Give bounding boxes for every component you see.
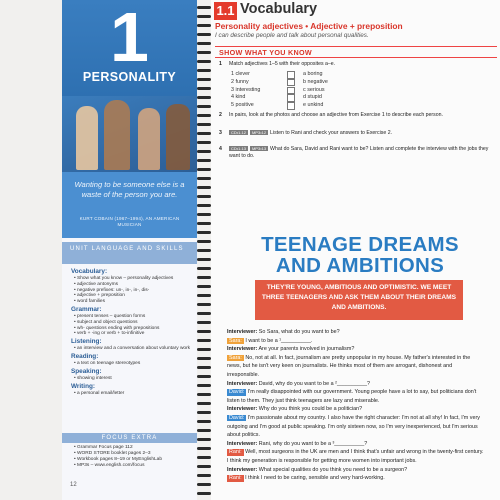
spiral-coil — [197, 105, 211, 108]
spiral-coil — [197, 429, 211, 432]
quote-text: Wanting to be someone else is a waste of the person you are. — [74, 180, 185, 199]
exercise-text: What do Sara, David and Rani want to be? Listen and complete the interview with the jobs they want to do. — [229, 146, 489, 159]
can-statement: I can describe people and talk about personal qualities. — [215, 32, 369, 39]
spiral-coil — [197, 411, 211, 414]
dialogue-line — [227, 448, 485, 465]
match-row — [231, 102, 381, 110]
spiral-coil — [197, 465, 211, 468]
skills-list — [71, 267, 195, 396]
skill-item: • wh- questions ending with prepositions — [74, 325, 160, 331]
spiral-coil — [197, 456, 211, 459]
unit-language-header — [62, 242, 197, 264]
match-row — [231, 87, 381, 95]
answer-box[interactable] — [287, 79, 295, 87]
focus-list — [71, 445, 195, 469]
speaker: Interviewer: — [227, 466, 258, 473]
photo-person — [166, 104, 190, 170]
dialogue-line — [227, 345, 485, 354]
dialogue-line — [227, 380, 485, 389]
photo-person — [76, 106, 98, 170]
speaker: Interviewer: — [227, 329, 258, 335]
spiral-coil — [197, 24, 211, 27]
spiral-coil — [197, 159, 211, 162]
match-left: 1 clever — [231, 71, 250, 77]
skill-heading: Speaking: — [71, 367, 102, 375]
exercise-text: Listen to Rani and check your answers to Exercise 2. — [270, 130, 393, 136]
spiral-coil — [197, 438, 211, 441]
match-right: b negative — [303, 78, 328, 85]
right-page — [211, 0, 500, 500]
match-left: 2 funny — [231, 78, 249, 85]
cd-track-chip[interactable]: CD•1.12 — [231, 130, 246, 136]
article-banner-text: THEY'RE YOUNG, AMBITIOUS AND OPTIMISTIC. WE MEET THREE TEENAGERS AND ASK THEM ABOUT THEIR DREAMS AND AMBITIONS. — [261, 284, 457, 311]
photo-person — [138, 108, 160, 170]
page-number: 12 — [70, 482, 77, 488]
spiral-coil — [197, 168, 211, 171]
dialogue-line — [227, 354, 485, 380]
unit-photo — [62, 96, 197, 172]
match-right: a boring — [303, 71, 323, 77]
speaker: Interviewer: — [227, 380, 258, 387]
dialogue-line — [227, 466, 485, 475]
exercise-text: Match adjectives 1–5 with their opposites a–e. — [229, 61, 336, 67]
spiral-coil — [197, 420, 211, 423]
dialogue-text: Rani, why do you want to be a ³__________? — [257, 440, 368, 447]
spiral-coil — [197, 339, 211, 342]
focus-extra-header-label: FOCUS EXTRA — [101, 435, 158, 441]
dialogue-line — [227, 440, 485, 449]
speaker: Sara: — [229, 337, 242, 344]
cd-track-chip[interactable]: CD•1.13 — [231, 146, 246, 152]
spiral-coil — [197, 87, 211, 90]
exercise-number: 3 — [219, 130, 222, 136]
skill-item: • negative prefixes: un-, in-, in-, dis- — [74, 287, 150, 293]
skill-heading: Grammar: — [71, 305, 102, 313]
spiral-coil — [197, 285, 211, 288]
spiral-binding — [197, 0, 211, 500]
dialogue-line — [227, 337, 485, 346]
dialogue-line — [227, 474, 485, 483]
focus-item: • WORD STORE booklet pages 2–3 — [74, 451, 151, 456]
unit-number: 1 — [110, 0, 149, 76]
unit-title: PERSONALITY — [82, 70, 177, 84]
spiral-coil — [197, 312, 211, 315]
photo-person — [104, 100, 130, 170]
skill-heading: Writing: — [71, 382, 96, 390]
quote-box — [62, 172, 197, 238]
exercise-text: In pairs, look at the photos and choose an adjective from Exercise 1 to describe each person. — [229, 112, 443, 118]
article — [211, 228, 500, 500]
spiral-coil — [197, 321, 211, 324]
focus-item: • Grammar Focus page 112 — [74, 445, 133, 450]
answer-box[interactable] — [287, 87, 295, 95]
spiral-coil — [197, 330, 211, 333]
dialogue — [227, 328, 485, 483]
match-right: d stupid — [303, 94, 322, 101]
spiral-coil — [197, 42, 211, 45]
spiral-coil — [197, 6, 211, 9]
skill-heading: Vocabulary: — [71, 268, 108, 275]
spiral-coil — [197, 303, 211, 306]
focus-extra-header — [62, 433, 197, 443]
dialogue-text: I want to be a ¹__________. — [243, 337, 313, 344]
match-row — [231, 79, 381, 87]
speaker: Rani: — [229, 449, 242, 456]
spiral-coil — [197, 375, 211, 378]
spiral-coil — [197, 357, 211, 360]
exercise-3-body — [229, 130, 489, 137]
skill-item: • a text on teenage stereotypes — [74, 360, 141, 366]
spiral-coil — [197, 384, 211, 387]
skill-item: • verb + -ing or verb + to-infinitive — [74, 331, 145, 337]
spiral-coil — [197, 15, 211, 18]
spiral-coil — [197, 240, 211, 243]
spiral-coil — [197, 195, 211, 198]
match-left: 3 interesting — [231, 86, 261, 93]
exercise-number: 2 — [219, 112, 222, 118]
match-left: 5 positive — [231, 102, 254, 109]
skill-item: • subject and object questions — [74, 319, 138, 325]
spiral-coil — [197, 402, 211, 405]
skill-item: • word families — [74, 299, 106, 305]
skill-item: • adjective + preposition — [74, 293, 125, 299]
dialogue-text: No, not at all. In fact, journalism are pretty unpopular in my house. My father's interested in the news, but he isn't very keen on journalists. He thinks most of them are arrogant, dishonest and irresponsible. — [227, 354, 471, 378]
exercise-4-body — [229, 146, 489, 159]
dialogue-text: I'm really disappointed with our government. Young people have a lot to say, but politicians don't listen to them. They just think teenagers are lazy and miserable. — [227, 389, 477, 404]
speaker: David: — [229, 389, 245, 396]
speaker: Interviewer: — [227, 440, 258, 447]
answer-box[interactable] — [287, 102, 295, 110]
spiral-coil — [197, 78, 211, 81]
dialogue-text: What special qualities do you think you need to be a surgeon? — [257, 466, 408, 473]
spiral-coil — [197, 366, 211, 369]
spiral-coil — [197, 492, 211, 495]
section-title: Vocabulary — [240, 1, 318, 17]
focus-item: • Workbook pages 8–19 or MyEnglishLab — [74, 457, 162, 462]
show-what-you-know-header — [215, 46, 497, 58]
dialogue-text: I think I need to be caring, sensible and very hard-working. — [243, 475, 385, 482]
skill-item: • Show what you know – personality adjectives — [74, 276, 174, 281]
article-banner — [255, 280, 463, 320]
dialogue-text: Why do you think you could be a politician? — [257, 406, 363, 413]
spiral-coil — [197, 222, 211, 225]
speaker: Interviewer: — [227, 346, 258, 353]
focus-item: • MP3s – www.english.com/focus — [74, 463, 145, 468]
matching-table — [231, 71, 381, 110]
skill-heading: Reading: — [71, 352, 99, 360]
answer-box[interactable] — [287, 71, 295, 79]
spiral-coil — [197, 348, 211, 351]
spiral-coil — [197, 177, 211, 180]
spiral-coil — [197, 231, 211, 234]
spiral-coil — [197, 33, 211, 36]
dialogue-line — [227, 328, 485, 337]
spiral-coil — [197, 186, 211, 189]
match-left: 4 kind — [231, 94, 246, 101]
skill-heading: Listening: — [71, 338, 102, 346]
mp3-track-chip[interactable]: MP3•13 — [251, 146, 267, 152]
spiral-coil — [197, 204, 211, 207]
match-row — [231, 71, 381, 79]
spiral-coil — [197, 51, 211, 54]
article-title — [225, 234, 495, 276]
skill-item: • an interview and a conversation about voluntary work — [74, 346, 191, 352]
spiral-coil — [197, 150, 211, 153]
dialogue-text: Well, most surgeons in the UK are men and I think that's unfair and wrong in the twenty-first century. I think my generation is responsible for getting more women into important jobs. — [227, 449, 484, 464]
match-right: e unkind — [303, 102, 324, 109]
dialogue-text: I'm passionate about my country. I also have the right character: I'm not at all shy! In fact, I'm very outgoing and I'm good at public speaking. I'm only sixteen now, so I'm very inexperienced, but I'm serious about politics. — [227, 414, 480, 439]
match-row — [231, 94, 381, 102]
exercise-number: 4 — [219, 146, 222, 152]
spiral-coil — [197, 114, 211, 117]
dialogue-line — [227, 414, 485, 440]
dialogue-line — [227, 388, 485, 405]
dialogue-line — [227, 405, 485, 414]
speaker: Rani: — [229, 475, 242, 482]
spiral-coil — [197, 69, 211, 72]
article-title-line: TEENAGE DREAMS — [261, 233, 459, 256]
article-title-line: AND AMBITIONS — [275, 254, 445, 277]
dialogue-text: David, why do you want to be a ²__________? — [257, 380, 370, 387]
spiral-coil — [197, 249, 211, 252]
spiral-coil — [197, 447, 211, 450]
spiral-coil — [197, 483, 211, 486]
speaker: Interviewer: — [227, 406, 258, 413]
spiral-coil — [197, 393, 211, 396]
spiral-coil — [197, 294, 211, 297]
skill-item: • present tenses – question forms — [74, 313, 146, 319]
spiral-coil — [197, 123, 211, 126]
exercise-number: 1 — [219, 61, 222, 67]
spiral-coil — [197, 141, 211, 144]
dialogue-text: Are your parents involved in journalism? — [257, 346, 355, 353]
answer-box[interactable] — [287, 94, 295, 102]
quote-author: KURT COBAIN (1967–1994), AN AMERICAN MUSICIAN — [79, 216, 180, 227]
show-what-you-know-label: SHOW WHAT YOU KNOW — [219, 48, 312, 57]
spiral-coil — [197, 276, 211, 279]
section-subtitle: Personality adjectives • Adjective + preposition — [215, 21, 403, 31]
dialogue-text: So Sara, what do you want to be? — [257, 329, 340, 335]
spiral-coil — [197, 213, 211, 216]
unit-language-header-label: UNIT LANGUAGE AND SKILLS — [70, 246, 184, 252]
section-tag: 1.1 — [214, 2, 237, 20]
skill-item: • showing interest — [74, 375, 112, 381]
mp3-track-chip[interactable]: MP3•12 — [251, 130, 267, 136]
spiral-coil — [197, 474, 211, 477]
spiral-coil — [197, 60, 211, 63]
skill-item: • a personal email/letter — [74, 390, 125, 396]
match-right: c serious — [303, 86, 325, 93]
spiral-coil — [197, 267, 211, 270]
spiral-coil — [197, 258, 211, 261]
spiral-coil — [197, 96, 211, 99]
skill-item: • adjective antonyms — [74, 281, 119, 287]
speaker: Sara: — [229, 354, 242, 361]
left-page — [62, 0, 197, 500]
speaker: David: — [229, 414, 245, 421]
spiral-coil — [197, 132, 211, 135]
